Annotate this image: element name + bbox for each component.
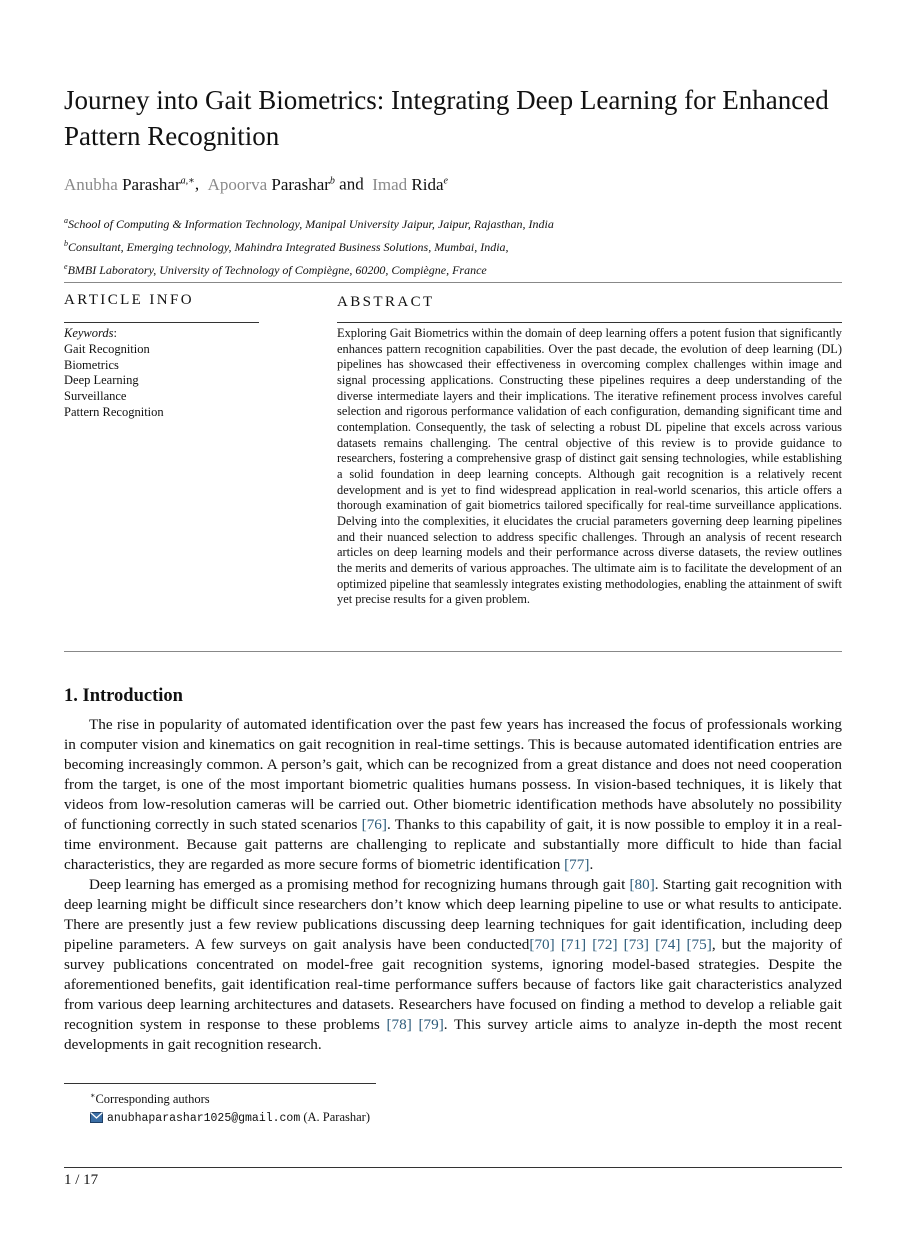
footnote-text: Corresponding authors xyxy=(95,1092,210,1107)
keyword: Pattern Recognition xyxy=(64,404,164,419)
author-family-name: Rida xyxy=(411,174,444,194)
affiliation-mark: e xyxy=(64,262,68,271)
citation-link[interactable]: [74] xyxy=(655,936,681,953)
citation-link[interactable]: [71] xyxy=(560,936,587,953)
author-affiliation-mark: b xyxy=(329,175,335,186)
paper-title: Journey into Gait Biometrics: Integrating Deep Learning for Enhanced Pattern Recognition xyxy=(64,85,829,151)
section-heading: 1. Introduction xyxy=(64,686,183,706)
affiliation-text: Consultant, Emerging technology, Mahindra Integrated Business Solutions, Mumbai, India, xyxy=(68,240,509,254)
citation-link[interactable]: [73] xyxy=(623,936,649,953)
footnote-mark: ∗ xyxy=(90,1091,96,1100)
page-number: 1 / 17 xyxy=(64,1172,99,1188)
author-given-name: Imad xyxy=(372,174,408,194)
keyword: Deep Learning xyxy=(64,373,139,388)
affiliation-list xyxy=(64,211,844,280)
author-affiliation-mark: a,∗ xyxy=(180,175,195,186)
keyword: Biometrics xyxy=(64,357,119,372)
top-rule xyxy=(64,282,842,283)
citation-link[interactable]: [70] xyxy=(529,936,555,953)
abstract-bottom-rule xyxy=(64,651,842,652)
citation-link[interactable]: [78] xyxy=(386,1016,412,1033)
author-affiliation-mark: e xyxy=(443,175,448,186)
keyword: Surveillance xyxy=(64,389,127,404)
author-given-name: Anubha xyxy=(64,174,118,194)
keywords-block: Keywords: Gait Recognition Biometrics Deep Learning Surveillance Pattern Recognition xyxy=(64,326,164,419)
affiliation xyxy=(64,211,844,234)
author-family-name: Parashar xyxy=(122,174,181,194)
author-list: Anubha Parashar$^{a,∗}$, Apoorva Parashar$^b$ and Imad Rida$^e$ xyxy=(64,174,448,194)
footer-rule xyxy=(64,1167,842,1168)
footnote-rule xyxy=(64,1083,376,1084)
citation-link[interactable]: [77] xyxy=(564,856,590,873)
author-family-name: Parashar xyxy=(271,174,330,194)
author xyxy=(64,175,195,194)
affiliation-mark: a xyxy=(64,216,68,225)
affiliation-mark: b xyxy=(64,239,68,248)
author xyxy=(372,175,448,194)
footnote xyxy=(90,1087,370,1128)
envelope-icon xyxy=(90,1110,103,1128)
body-paragraph: Deep learning has emerged as a promising method for recognizing humans through gait [80]. Starting gait recognition with deep learning might be difficult since researchers don’t know which deep learning pipeline to use or what results to anticipate. There are presently just a few review publications discussing deep learning techniques for gait identification, including deep pipeline parameters. A few surveys on gait analysis have been conducted[70] [71] [72] [73] [74] [75], but the majority of survey publications concentrated on model-free gait recognition systems, ignoring model-based strategies. Despite the aforementioned benefits, gait identification real-time performance suffers because of factors like gait characteristics analyzed from various deep learning architectures and datasets. Researchers have focused on finding a method to develop a reliable gait recognition system in response to these problems [78] [79]. This survey article aims to analyze in-depth the most recent developments in gait recognition research. xyxy=(64,876,843,1053)
affiliation-text: BMBI Laboratory, University of Technology of Compiègne, 60200, Compiègne, France xyxy=(67,263,487,277)
citation-link[interactable]: [72] xyxy=(592,936,618,953)
author xyxy=(208,175,335,194)
abstract-heading: ABSTRACT xyxy=(337,294,435,310)
email-owner: (A. Parashar) xyxy=(303,1110,370,1125)
affiliation xyxy=(64,234,844,257)
citation-link[interactable]: [79] xyxy=(418,1016,444,1033)
citation-link[interactable]: [80] xyxy=(629,876,655,893)
email-link[interactable]: anubhaparashar1025@gmail.com xyxy=(107,1112,301,1126)
citation-link[interactable]: [76] xyxy=(361,816,387,833)
keyword-list xyxy=(64,342,164,421)
affiliation-text: School of Computing & Information Technology, Manipal University Jaipur, Jaipur, Rajasthan, India xyxy=(68,217,554,231)
affiliation xyxy=(64,257,844,280)
introduction-body xyxy=(64,715,842,1055)
citation-link[interactable]: [75] xyxy=(686,936,712,953)
abstract-rule xyxy=(337,322,842,323)
keywords-label: Keywords xyxy=(64,326,114,340)
abstract-text: Exploring Gait Biometrics within the domain of deep learning offers a potent fusion that significantly enhances pattern recognition capabilities. Over the past decade, the evolution of deep learning (DL) pipelines has showcased their effectiveness in overcoming complex challenges within image and signal processing applications. Constructing these pipelines requires a deep understanding of the diverse intermediate layers and their implications. The iterative refinement process involves careful selection and rigorous performance validation of each configuration, demanding significant time and contemplation. Consequently, the task of selecting a robust DL pipeline that excels across various datasets remains challenging. The central objective of this review is to provide guidance to researchers, fostering a comprehensive grasp of distinct gait sensing technologies, while establishing a solid foundation in deep learning concepts. Although gait recognition is a relatively recent development and is yet to find widespread application in real-world scenarios, this article offers a thorough examination of gait biometrics tailored specifically for real-time surveillance applications. Delving into the complexities, it elucidates the crucial parameters governing deep learning pipelines and their nuanced selection to address specific challenges. Through an analysis of recent research articles on deep learning models and their performance across diverse datasets, the review outlines the merits and demerits of various approaches. The ultimate aim is to facilitate the development of an optimized pipeline that seamlessly integrates existing methodologies, enabling the attainment of swift yet precise results for a given problem. xyxy=(337,326,842,607)
keyword: Gait Recognition xyxy=(64,341,150,356)
article-info-rule xyxy=(64,322,259,323)
body-paragraph: The rise in popularity of automated identification over the past few years has increased the focus of professionals working in computer vision and kinematics on gait recognition in real-time settings. This is because automated identification entries are becoming increasingly common. A person’s gait, which can be recognized from a great distance and does not need cooperation from the target, is one of the most important biometric qualities humans possess. In vision-based techniques, it is likely that videos from low-resolution cameras will be carried out. Other biometric identification methods have absolutely no possibility of functioning correctly in such stated scenarios [76]. Thanks to this capability of gait, it is now possible to employ it in a real-time environment. Because gait patterns are challenging to replicate and substantially more difficult to hide than facial characteristics, they are regarded as more secure forms of biometric identification [77]. xyxy=(64,716,842,873)
author-given-name: Apoorva xyxy=(207,174,268,194)
article-info-heading: ARTICLE INFO xyxy=(64,292,194,308)
